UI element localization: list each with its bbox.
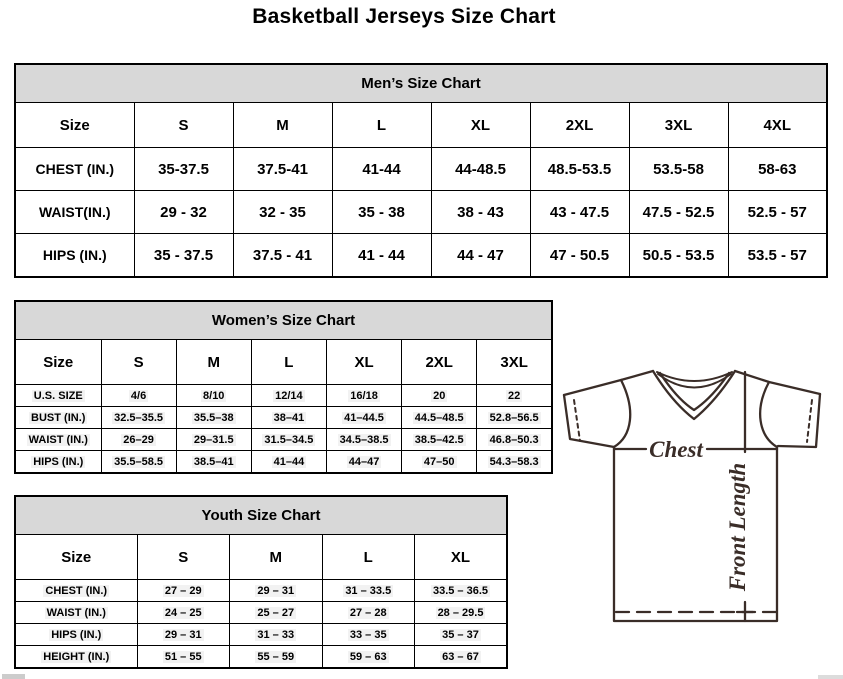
size-value-cell: 33.5 – 36.5 — [415, 580, 508, 602]
size-value-cell: 27 – 28 — [322, 602, 415, 624]
row-label: WAIST (IN.) — [15, 602, 137, 624]
column-header: 2XL — [402, 340, 477, 385]
column-header: S — [101, 340, 176, 385]
size-value-cell: 35-37.5 — [134, 148, 233, 191]
column-header: M — [176, 340, 251, 385]
size-value-cell: 35.5–38 — [176, 407, 251, 429]
size-value-cell: 52.8–56.5 — [477, 407, 552, 429]
size-value-cell: 38.5–42.5 — [402, 429, 477, 451]
size-value-cell: 54.3–58.3 — [477, 451, 552, 474]
size-value-cell: 44–47 — [326, 451, 401, 474]
column-header: XL — [431, 103, 530, 148]
size-value-cell: 41–44 — [251, 451, 326, 474]
size-value-cell: 55 – 59 — [230, 646, 323, 669]
table-row — [15, 407, 552, 429]
youth-size-table — [14, 495, 508, 669]
size-value-cell: 46.8–50.3 — [477, 429, 552, 451]
column-header: XL — [415, 535, 508, 580]
table-row — [15, 234, 827, 278]
size-value-cell: 48.5-53.5 — [530, 148, 629, 191]
row-label: CHEST (IN.) — [15, 580, 137, 602]
size-value-cell: 37.5 - 41 — [233, 234, 332, 278]
size-value-cell: 44-48.5 — [431, 148, 530, 191]
jersey-sleeve-stitch-left — [574, 400, 580, 441]
column-header: M — [230, 535, 323, 580]
column-header: 4XL — [728, 103, 827, 148]
size-value-cell: 58-63 — [728, 148, 827, 191]
column-header: S — [137, 535, 230, 580]
size-value-cell: 29 - 32 — [134, 191, 233, 234]
size-value-cell: 35 – 37 — [415, 624, 508, 646]
size-value-cell: 31 – 33 — [230, 624, 323, 646]
size-value-cell: 50.5 - 53.5 — [629, 234, 728, 278]
jersey-shoulder-right — [735, 371, 820, 394]
table-title-row — [15, 301, 552, 340]
table-row — [15, 429, 552, 451]
size-value-cell: 41-44 — [332, 148, 431, 191]
size-value-cell: 53.5-58 — [629, 148, 728, 191]
column-header: L — [251, 340, 326, 385]
size-value-cell: 22 — [477, 385, 552, 407]
size-value-cell: 27 – 29 — [137, 580, 230, 602]
size-value-cell: 12/14 — [251, 385, 326, 407]
column-header: M — [233, 103, 332, 148]
table-title: Youth Size Chart — [15, 496, 507, 535]
size-value-cell: 52.5 - 57 — [728, 191, 827, 234]
size-value-cell: 47–50 — [402, 451, 477, 474]
column-header: Size — [15, 340, 101, 385]
column-header-row — [15, 103, 827, 148]
column-header: L — [332, 103, 431, 148]
front-length-measure-label: Front Length — [725, 462, 750, 592]
size-value-cell: 16/18 — [326, 385, 401, 407]
table-row — [15, 624, 507, 646]
jersey-measurement-diagram — [550, 360, 843, 650]
jersey-sleeve-left — [564, 395, 614, 447]
jersey-body-outline — [614, 447, 777, 621]
column-header-row — [15, 535, 507, 580]
jersey-sleeve-right — [778, 394, 820, 447]
size-value-cell: 38 - 43 — [431, 191, 530, 234]
size-value-cell: 29–31.5 — [176, 429, 251, 451]
jersey-underarm-right — [760, 382, 777, 447]
column-header: S — [134, 103, 233, 148]
size-value-cell: 31.5–34.5 — [251, 429, 326, 451]
size-value-cell: 8/10 — [176, 385, 251, 407]
size-value-cell: 38–41 — [251, 407, 326, 429]
column-header: XL — [326, 340, 401, 385]
size-value-cell: 47 - 50.5 — [530, 234, 629, 278]
size-value-cell: 32.5–35.5 — [101, 407, 176, 429]
table-row — [15, 451, 552, 474]
table-row — [15, 602, 507, 624]
size-value-cell: 29 – 31 — [137, 624, 230, 646]
size-value-cell: 51 – 55 — [137, 646, 230, 669]
size-value-cell: 41–44.5 — [326, 407, 401, 429]
row-label: HIPS (IN.) — [15, 234, 134, 278]
table-title: Women’s Size Chart — [15, 301, 552, 340]
size-value-cell: 53.5 - 57 — [728, 234, 827, 278]
size-value-cell: 41 - 44 — [332, 234, 431, 278]
womens-size-table — [14, 300, 553, 474]
size-value-cell: 38.5–41 — [176, 451, 251, 474]
row-label: HEIGHT (IN.) — [15, 646, 137, 669]
size-value-cell: 47.5 - 52.5 — [629, 191, 728, 234]
size-value-cell: 4/6 — [101, 385, 176, 407]
column-header: 3XL — [477, 340, 552, 385]
column-header: Size — [15, 535, 137, 580]
jersey-shoulder-left — [564, 371, 653, 395]
row-label: CHEST (IN.) — [15, 148, 134, 191]
size-value-cell: 31 – 33.5 — [322, 580, 415, 602]
size-value-cell: 43 - 47.5 — [530, 191, 629, 234]
size-value-cell: 26–29 — [101, 429, 176, 451]
table-title-row — [15, 496, 507, 535]
jersey-sleeve-stitch-right — [807, 400, 812, 442]
size-value-cell: 35 - 38 — [332, 191, 431, 234]
size-value-cell: 35 - 37.5 — [134, 234, 233, 278]
size-value-cell: 35.5–58.5 — [101, 451, 176, 474]
size-value-cell: 25 – 27 — [230, 602, 323, 624]
row-label: HIPS (IN.) — [15, 451, 101, 474]
size-value-cell: 44 - 47 — [431, 234, 530, 278]
column-header-row — [15, 340, 552, 385]
jersey-collar-inner — [660, 373, 729, 410]
size-value-cell: 20 — [402, 385, 477, 407]
size-value-cell: 29 – 31 — [230, 580, 323, 602]
size-value-cell: 44.5–48.5 — [402, 407, 477, 429]
screenshot-corner-artifact — [818, 675, 843, 679]
row-label: BUST (IN.) — [15, 407, 101, 429]
row-label: WAIST(IN.) — [15, 191, 134, 234]
table-row — [15, 385, 552, 407]
column-header: 3XL — [629, 103, 728, 148]
column-header: 2XL — [530, 103, 629, 148]
screenshot-corner-artifact — [2, 674, 25, 679]
row-label: WAIST (IN.) — [15, 429, 101, 451]
row-label: U.S. SIZE — [15, 385, 101, 407]
size-value-cell: 37.5-41 — [233, 148, 332, 191]
size-value-cell: 33 – 35 — [322, 624, 415, 646]
size-value-cell: 24 – 25 — [137, 602, 230, 624]
table-row — [15, 191, 827, 234]
jersey-underarm-left — [614, 380, 630, 447]
column-header: L — [322, 535, 415, 580]
jersey-outline-drawing — [550, 360, 843, 650]
column-header: Size — [15, 103, 134, 148]
table-title: Men’s Size Chart — [15, 64, 827, 103]
size-value-cell: 63 – 67 — [415, 646, 508, 669]
table-row — [15, 148, 827, 191]
table-title-row — [15, 64, 827, 103]
size-value-cell: 34.5–38.5 — [326, 429, 401, 451]
table-row — [15, 646, 507, 669]
size-value-cell: 32 - 35 — [233, 191, 332, 234]
size-value-cell: 59 – 63 — [322, 646, 415, 669]
page-title: Basketball Jerseys Size Chart — [252, 5, 556, 28]
chest-measure-label: Chest — [649, 437, 703, 462]
row-label: HIPS (IN.) — [15, 624, 137, 646]
table-row — [15, 580, 507, 602]
size-value-cell: 28 – 29.5 — [415, 602, 508, 624]
mens-size-table — [14, 63, 828, 278]
